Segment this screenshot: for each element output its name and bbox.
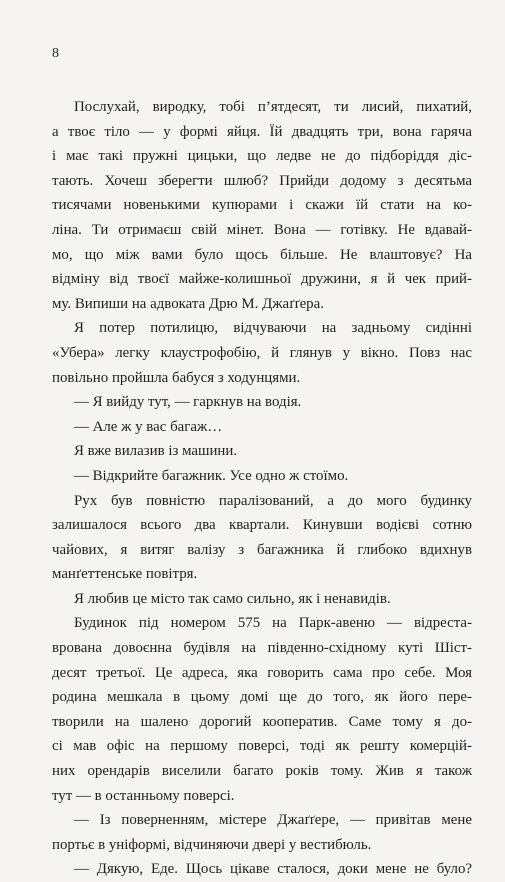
text-line: — Із поверненням, містере Джаґґере, — привітав мене	[74, 812, 472, 829]
text-line: манґеттенське повітря.	[52, 566, 198, 583]
text-line: Послухай, виродку, тобі п’ятдесят, ти лисий, пихатий,	[74, 99, 472, 115]
text-line: — Дякую, Еде. Щось цікаве сталося, доки мене не було?	[74, 861, 472, 878]
text-line: — Відкрийте багажник. Усе одно ж стоїмо.	[74, 467, 349, 484]
text-line: сі мав офіс на першому поверсі, тоді як решту комерцій-	[52, 738, 472, 755]
text-line: тисячами новенькими купюрами і скажи їй стати на ко-	[52, 197, 472, 214]
text-line: портьє в уніформі, відчиняючи двері у вестибюль.	[52, 836, 372, 853]
text-line: залишалося всього два квартали. Кинувши водієві сотню	[52, 517, 472, 534]
page-number: 8	[52, 46, 59, 61]
text-line: чайових, я витяг валізу з багажника й глибоко вдихнув	[52, 541, 472, 558]
text-line: Будинок під номером 575 на Парк-авеню — відреста-	[74, 615, 472, 632]
text-line: творили на шалено дорогий кооператив. Саме тому я до-	[52, 713, 472, 730]
text-line: відміну від твоєї майже-колишньої дружини, я й чек прий-	[52, 271, 472, 288]
text-line: повільно пройшла бабуся з ходунцями.	[52, 369, 301, 386]
text-line: — Але ж у вас багаж…	[74, 418, 223, 435]
text-line: му. Випиши на адвоката Дрю М. Джаґґера.	[52, 295, 324, 312]
text-line: Я вже вилазив із машини.	[74, 443, 238, 460]
text-line: мо, що між вами було щось більше. Не влаштовує? На	[52, 246, 472, 263]
text-line: Я потер потилицю, відчуваючи на задньому сидінні	[74, 320, 472, 337]
text-line: Я любив це місто так само сильно, як і ненавидів.	[74, 590, 391, 607]
text-line: Рух був повністю паралізований, а до мого будинку	[74, 492, 472, 509]
text-line: врована довоєнна будівля на південно-східному куті Шіст-	[52, 640, 472, 657]
text-line: родина мешкала в цьому домі ще до того, як його пере-	[52, 689, 472, 706]
text-line: а твоє тіло — у формі яйця. Їй двадцять три, вона гаряча	[52, 123, 472, 140]
text-line: «Убера» легку клаустрофобію, й глянув у вікно. Повз нас	[52, 344, 472, 361]
text-line: і має такі пружні цицьки, що ледве не до підборіддя діс-	[52, 148, 472, 165]
body-text	[52, 95, 472, 882]
text-line: ліна. Ти отримаєш свій мінет. Вона — готівку. Не вдавай-	[52, 221, 472, 238]
text-line: — Я вийду тут, — гаркнув на водія.	[74, 394, 302, 411]
text-line: тут — в останньому поверсі.	[52, 787, 235, 804]
text-line: них орендарів виселили багато років тому. Жив я також	[52, 763, 472, 780]
text-line: десят третьої. Це адреса, яка говорить сама про себе. Моя	[52, 664, 472, 681]
text-line: тають. Хочеш зберегти шлюб? Прийди додому з десятьма	[52, 172, 472, 189]
